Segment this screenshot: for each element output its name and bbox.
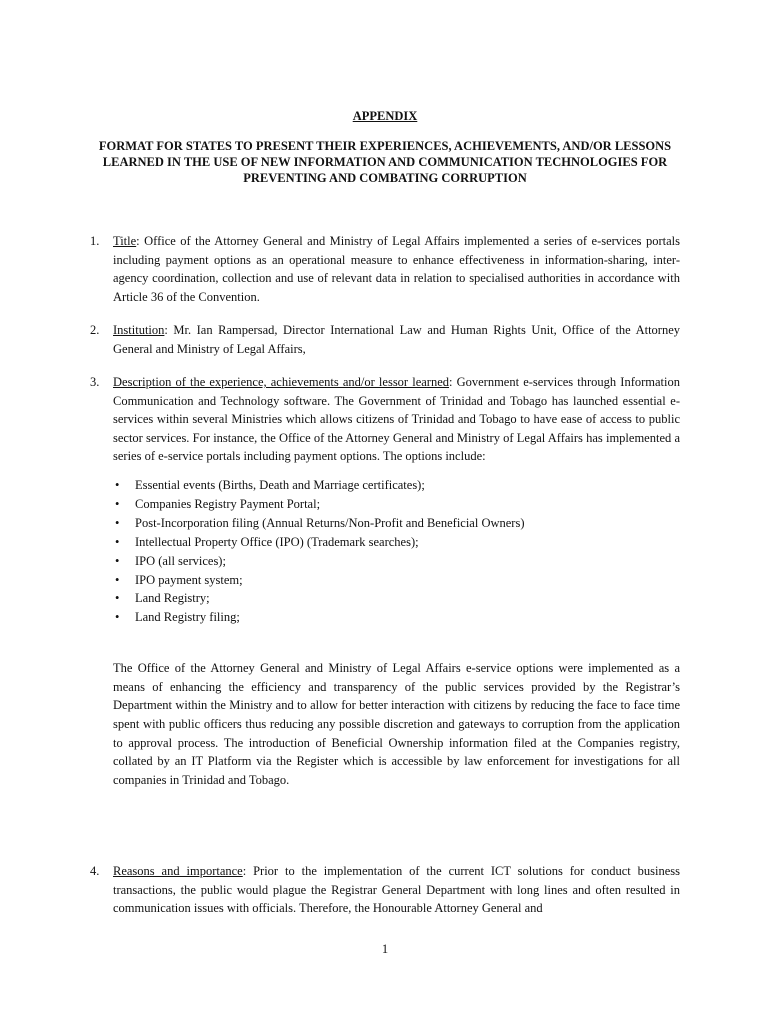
bullet-icon: • bbox=[115, 591, 120, 606]
list-item: • IPO payment system; bbox=[113, 571, 680, 590]
section-number: 4. bbox=[90, 864, 100, 878]
section-number: 1. bbox=[90, 234, 100, 248]
section-text: : Prior to the implementation of the current ICT solutions for conduct business transactions, the public would plague the Registrar General Department with long lines and often resulted in communication issues with officials. Therefore, the Honourable Attorney General and bbox=[113, 864, 681, 916]
list-item: • Essential events (Births, Death and Marriage certificates); bbox=[113, 476, 680, 495]
section-label: Description of the experience, achievements and/or lessor learned bbox=[113, 375, 449, 389]
section-label: Reasons and importance bbox=[113, 864, 243, 878]
list-item: • Land Registry filing; bbox=[113, 608, 680, 627]
implementation-paragraph: The Office of the Attorney General and Ministry of Legal Affairs e-service options were implemented as a means of enhancing the efficiency and transparency of the public services provided by the Registrar’s Department within the Ministry and to allow for better interaction with citizens by reducing the face to face time spent with public officers thus reducing any possible discretion and gateways to corruption from the application to approval process. The introduction of Beneficial Ownership information filed at the Companies registry, collated by an IT Platform via the Register which is accessible by law enforcement for investigations for all companies in Trinidad and Tobago. bbox=[113, 661, 680, 787]
list-item: • IPO (all services); bbox=[113, 552, 680, 571]
list-item: • Companies Registry Payment Portal; bbox=[113, 495, 680, 514]
bullet-icon: • bbox=[115, 496, 120, 511]
bullet-icon: • bbox=[115, 553, 120, 568]
section-institution bbox=[90, 321, 680, 358]
section-title bbox=[90, 232, 680, 306]
list-item: • Intellectual Property Office (IPO) (Trademark searches); bbox=[113, 533, 680, 552]
format-subtitle: FORMAT FOR STATES TO PRESENT THEIR EXPERIENCES, ACHIEVEMENTS, AND/OR LESSONS LEARNED IN THE USE OF NEW INFORMATION AND COMMUNICATION TECHNOLOGIES FOR PREVENTING AND COMBATING CORRUPTION bbox=[98, 139, 672, 185]
section-description bbox=[90, 373, 680, 789]
section-text: : Office of the Attorney General and Ministry of Legal Affairs implemented a series of e-services portals including payment options as an operational measure to enhance effectiveness in information-sharing, inter-agency coordination, collection and use of relevant data in relation to specialised authorities in accordance with Article 36 of the Convention. bbox=[113, 234, 680, 304]
document-heading bbox=[0, 108, 770, 186]
bullet-icon: • bbox=[115, 534, 120, 549]
section-label: Institution bbox=[113, 323, 165, 337]
bullet-icon: • bbox=[115, 477, 120, 492]
bullet-icon: • bbox=[115, 515, 120, 530]
bullet-icon: • bbox=[115, 610, 120, 625]
section-text: : Mr. Ian Rampersad, Director International Law and Human Rights Unit, Office of the Attorney General and Ministry of Legal Affairs, bbox=[113, 323, 680, 356]
list-item: • Post-Incorporation filing (Annual Returns/Non-Profit and Beneficial Owners) bbox=[113, 514, 680, 533]
section-number: 2. bbox=[90, 323, 100, 337]
section-body bbox=[113, 373, 680, 789]
section-intro bbox=[113, 373, 680, 466]
section-number: 3. bbox=[90, 375, 100, 389]
section-body bbox=[113, 321, 680, 358]
section-text: : Government e-services through Information Communication and Technology software. The Government of Trinidad and Tobago has launched essential e-services within several Ministries which allows citizens of Trinidad and Tobago to have ease of access to public sector services. For instance, the Office of the Attorney General and Ministry of Legal Affairs has implemented a series of e-service portals including payment options. The options include: bbox=[113, 375, 680, 464]
appendix-title: APPENDIX bbox=[352, 109, 418, 123]
section-reasons bbox=[90, 862, 680, 918]
section-label: Title bbox=[113, 234, 137, 248]
options-list bbox=[113, 476, 680, 627]
section-body bbox=[113, 232, 680, 306]
list-item: • Land Registry; bbox=[113, 589, 680, 608]
section-body bbox=[113, 862, 680, 918]
bullet-icon: • bbox=[115, 572, 120, 587]
page-number: 1 bbox=[381, 942, 389, 956]
